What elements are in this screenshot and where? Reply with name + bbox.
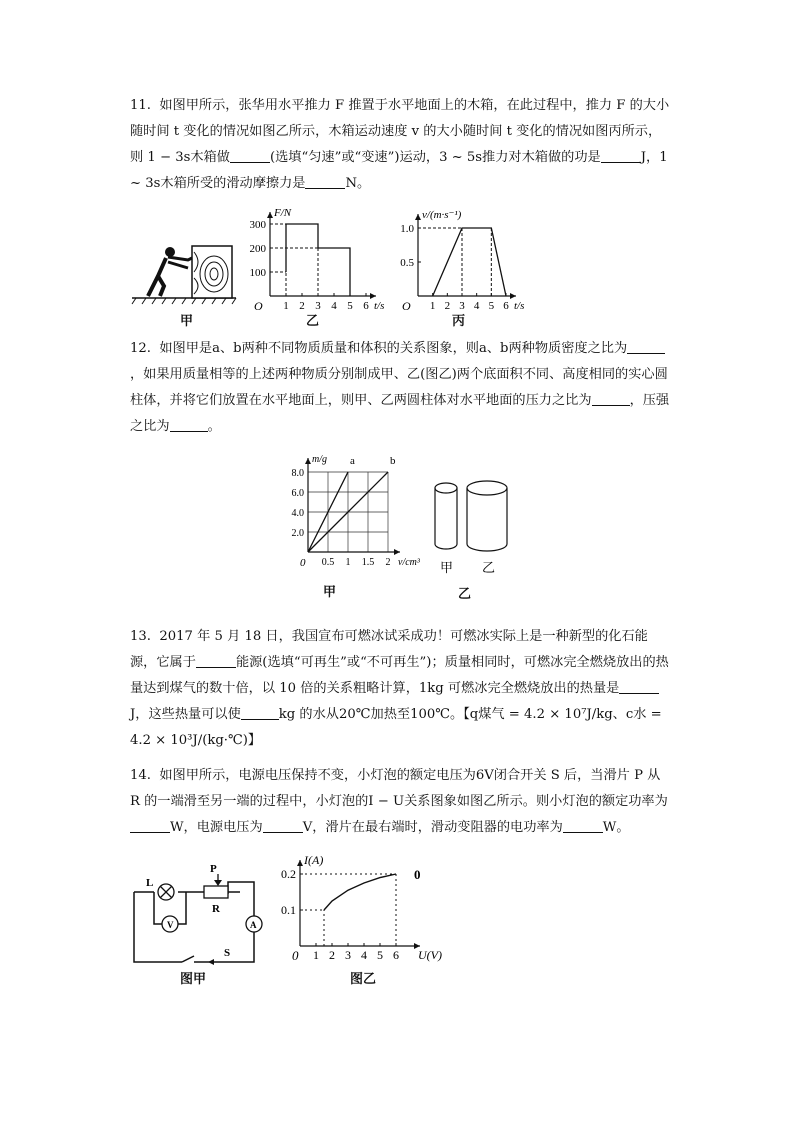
x-tick-label-4: 5: [347, 300, 353, 312]
question-12: [130, 336, 670, 440]
y-tick-label-1: 0.2: [281, 867, 296, 881]
x-tick-label-4: 5: [377, 948, 383, 962]
origin-label: O: [402, 299, 411, 313]
x-axis-arrow: [394, 549, 400, 555]
y-tick-label-2: 300: [249, 219, 266, 231]
x-axis-label: U(V): [418, 948, 442, 962]
q11-text-1: 11. 如图甲所示，张华用水平推力 F 推置于水平地面上的木箱，在此过程中，推力 F 的大小随时间 t 变化的情况如图乙所示，木箱运动速度 v 的大小随时间 t 变化的情况如图丙所示，则 1 − 3s木箱做: [130, 98, 670, 165]
x-tick-label-3: 2: [385, 557, 391, 568]
q12-blank-2: [592, 391, 630, 406]
q11-text-2: (选填“匀速”或“变速”)运动，3 ~ 5s推力对木箱做的功是: [269, 150, 601, 165]
q12-mass-volume-chart: [284, 448, 434, 578]
x-tick-label-0: 1: [283, 300, 289, 312]
x-axis-label: t/s: [374, 300, 385, 312]
y-axis-label: v/(m·s⁻¹): [422, 209, 462, 221]
x-tick-label-5: 6: [363, 300, 369, 312]
y-tick-label-0: 0.1: [281, 903, 296, 917]
question-13: [130, 624, 670, 754]
q13-blank-3: [241, 705, 279, 720]
q12-text-1: 12. 如图甲是a、b两种不同物质质量和体积的关系图象，则a、b两种物质密度之比为: [130, 341, 628, 356]
q13-text-4: kg 的水从20℃加热至100℃。【q煤气 = 4.2 × 10⁷J/kg、c水 = 4.2 × 10³J/(kg·℃)】: [130, 707, 662, 748]
cylinder-yi: [467, 481, 507, 551]
cylinder-jia: [435, 483, 457, 549]
q14-blank-3: [563, 818, 603, 833]
q14-iu-chart: [272, 842, 442, 968]
y-axis-arrow: [267, 212, 273, 218]
x-tick-label-3: 4: [361, 948, 367, 962]
x-tick-label-3: 4: [473, 300, 480, 312]
q12-cylinder-caption: 乙: [458, 587, 472, 602]
q12-text-3: ，压强之比为: [130, 393, 670, 434]
y-tick-label-3: 8.0: [291, 468, 304, 479]
y-tick-label-0: 0.5: [400, 257, 414, 269]
q14-text-3: V，滑片在最右端时，滑动变阻器的电功率为: [302, 820, 563, 835]
y-tick-label-0: 2.0: [291, 528, 304, 539]
q13-text-1: 13. 2017 年 5 月 18 日，我国宣布可燃冰试采成功！可燃冰实际上是一种新型的化石能源，它属于: [130, 629, 648, 670]
q11-chart-bing-caption: 丙: [452, 314, 466, 329]
y-tick-label-1: 200: [249, 243, 266, 255]
label-R: R: [212, 903, 220, 915]
y-tick-label-0: 100: [249, 267, 266, 279]
q11-chart-yi-caption: 乙: [306, 314, 320, 329]
q11-text-3: J，1 ~ 3s木箱所受的滑动摩擦力是: [130, 150, 668, 191]
series-b-label: b: [390, 455, 396, 467]
x-tick-label-2: 1.5: [361, 557, 375, 568]
q11-blank-3: [305, 174, 345, 189]
y-tick-label-1: 1.0: [400, 223, 414, 235]
q14-text-4: W。: [602, 820, 630, 835]
q12-blank-1: [627, 339, 665, 354]
x-tick-label-5: 6: [393, 948, 399, 962]
x-axis-label: v/cm³: [398, 557, 420, 568]
q14-text-1: 14. 如图甲所示，电源电压保持不变，小灯泡的额定电压为6V闭合开关 S 后，当滑片 P 从 R 的一端滑至另一端的过程中，小灯泡的I − U关系图象如图乙所示。则小灯泡的额定功率为: [130, 768, 668, 809]
origin-label: O: [254, 299, 263, 313]
label-A: A: [250, 920, 257, 930]
label-S: S: [224, 947, 231, 959]
q11-fig-jia-caption: 甲: [180, 314, 194, 329]
q11-text-4: N。: [345, 176, 371, 191]
q13-text-2: 能源(选填“可再生”或“不可再生”)；质量相同时，可燃冰完全燃烧放出的热量达到煤气的数十倍，以 10 倍的关系粗略计算，1kg 可燃冰完全燃烧放出的热量是: [130, 655, 669, 696]
x-tick-label-1: 2: [329, 948, 335, 962]
x-tick-label-0: 0.5: [321, 557, 335, 568]
lamp-symbol: [158, 884, 174, 900]
q11-velocity-chart: [396, 204, 526, 316]
iu-series-curve: [324, 874, 396, 910]
q11-push-illustration: [130, 232, 240, 310]
q14-blank-2: [263, 818, 303, 833]
q13-blank-1: [196, 653, 236, 668]
x-tick-label-0: 1: [429, 300, 436, 312]
q14-text-2: W，电源电压为: [170, 820, 263, 835]
rheostat-symbol: [204, 886, 228, 898]
q12-blank-3: [170, 417, 208, 432]
q12-chart-caption: 甲: [323, 585, 337, 600]
q14-chart-caption: 图乙: [350, 972, 377, 987]
x-axis-arrow: [370, 293, 376, 299]
x-tick-label-4: 5: [488, 300, 495, 312]
label-P: P: [210, 863, 217, 875]
q14-circuit-diagram: [130, 862, 270, 972]
origin-label: 0: [300, 557, 306, 569]
y-tick-label-2: 6.0: [291, 488, 304, 499]
q14-circuit-caption: 图甲: [180, 972, 207, 987]
x-tick-label-1: 2: [444, 300, 451, 312]
x-axis-arrow: [510, 293, 516, 299]
series-a-label: a: [350, 455, 355, 467]
velocity-series-line: [433, 228, 506, 296]
x-tick-label-3: 4: [331, 300, 337, 312]
x-tick-label-2: 3: [459, 300, 465, 312]
origin-label: 0: [292, 948, 299, 963]
q11-blank-2: [601, 148, 641, 163]
q13-text-3: J，这些热量可以使: [130, 707, 241, 722]
question-14: [130, 763, 670, 841]
x-axis-label: t/s: [514, 300, 525, 312]
x-tick-label-2: 3: [315, 300, 321, 312]
x-tick-label-5: 6: [503, 300, 509, 312]
label-L: L: [146, 877, 154, 889]
q12-text-4: 。: [207, 419, 221, 434]
y-tick-label-1: 4.0: [291, 508, 304, 519]
cyl-label-yi: 乙: [482, 560, 496, 575]
y-axis-label: I(A): [304, 853, 324, 867]
q13-blank-2: [619, 679, 659, 694]
q14-blank-1: [130, 818, 170, 833]
x-tick-label-0: 1: [313, 948, 319, 962]
x-tick-label-1: 2: [299, 300, 305, 312]
q12-text-2: ，如果用质量相等的上述两种物质分别制成甲、乙(图乙)两个底面积不同、高度相同的实心圆柱体，并将它们放置在水平地面上，则甲、乙两圆柱体对水平地面的压力之比为: [130, 367, 668, 408]
y-axis-arrow: [305, 458, 311, 464]
label-V: V: [167, 920, 174, 930]
x-tick-label-2: 3: [345, 948, 351, 962]
cyl-label-jia: 甲: [440, 560, 454, 575]
y-axis-arrow: [297, 860, 303, 866]
y-axis-arrow: [415, 214, 421, 220]
q11-blank-1: [230, 148, 270, 163]
x-tick-label-1: 1: [345, 557, 351, 568]
q12-cylinders: [430, 478, 520, 578]
iu-end-label: 0: [414, 867, 421, 882]
question-11: [130, 93, 670, 197]
y-axis-label: F/N: [274, 207, 292, 219]
y-axis-label: m/g: [312, 454, 327, 465]
q11-force-chart: [240, 204, 385, 316]
